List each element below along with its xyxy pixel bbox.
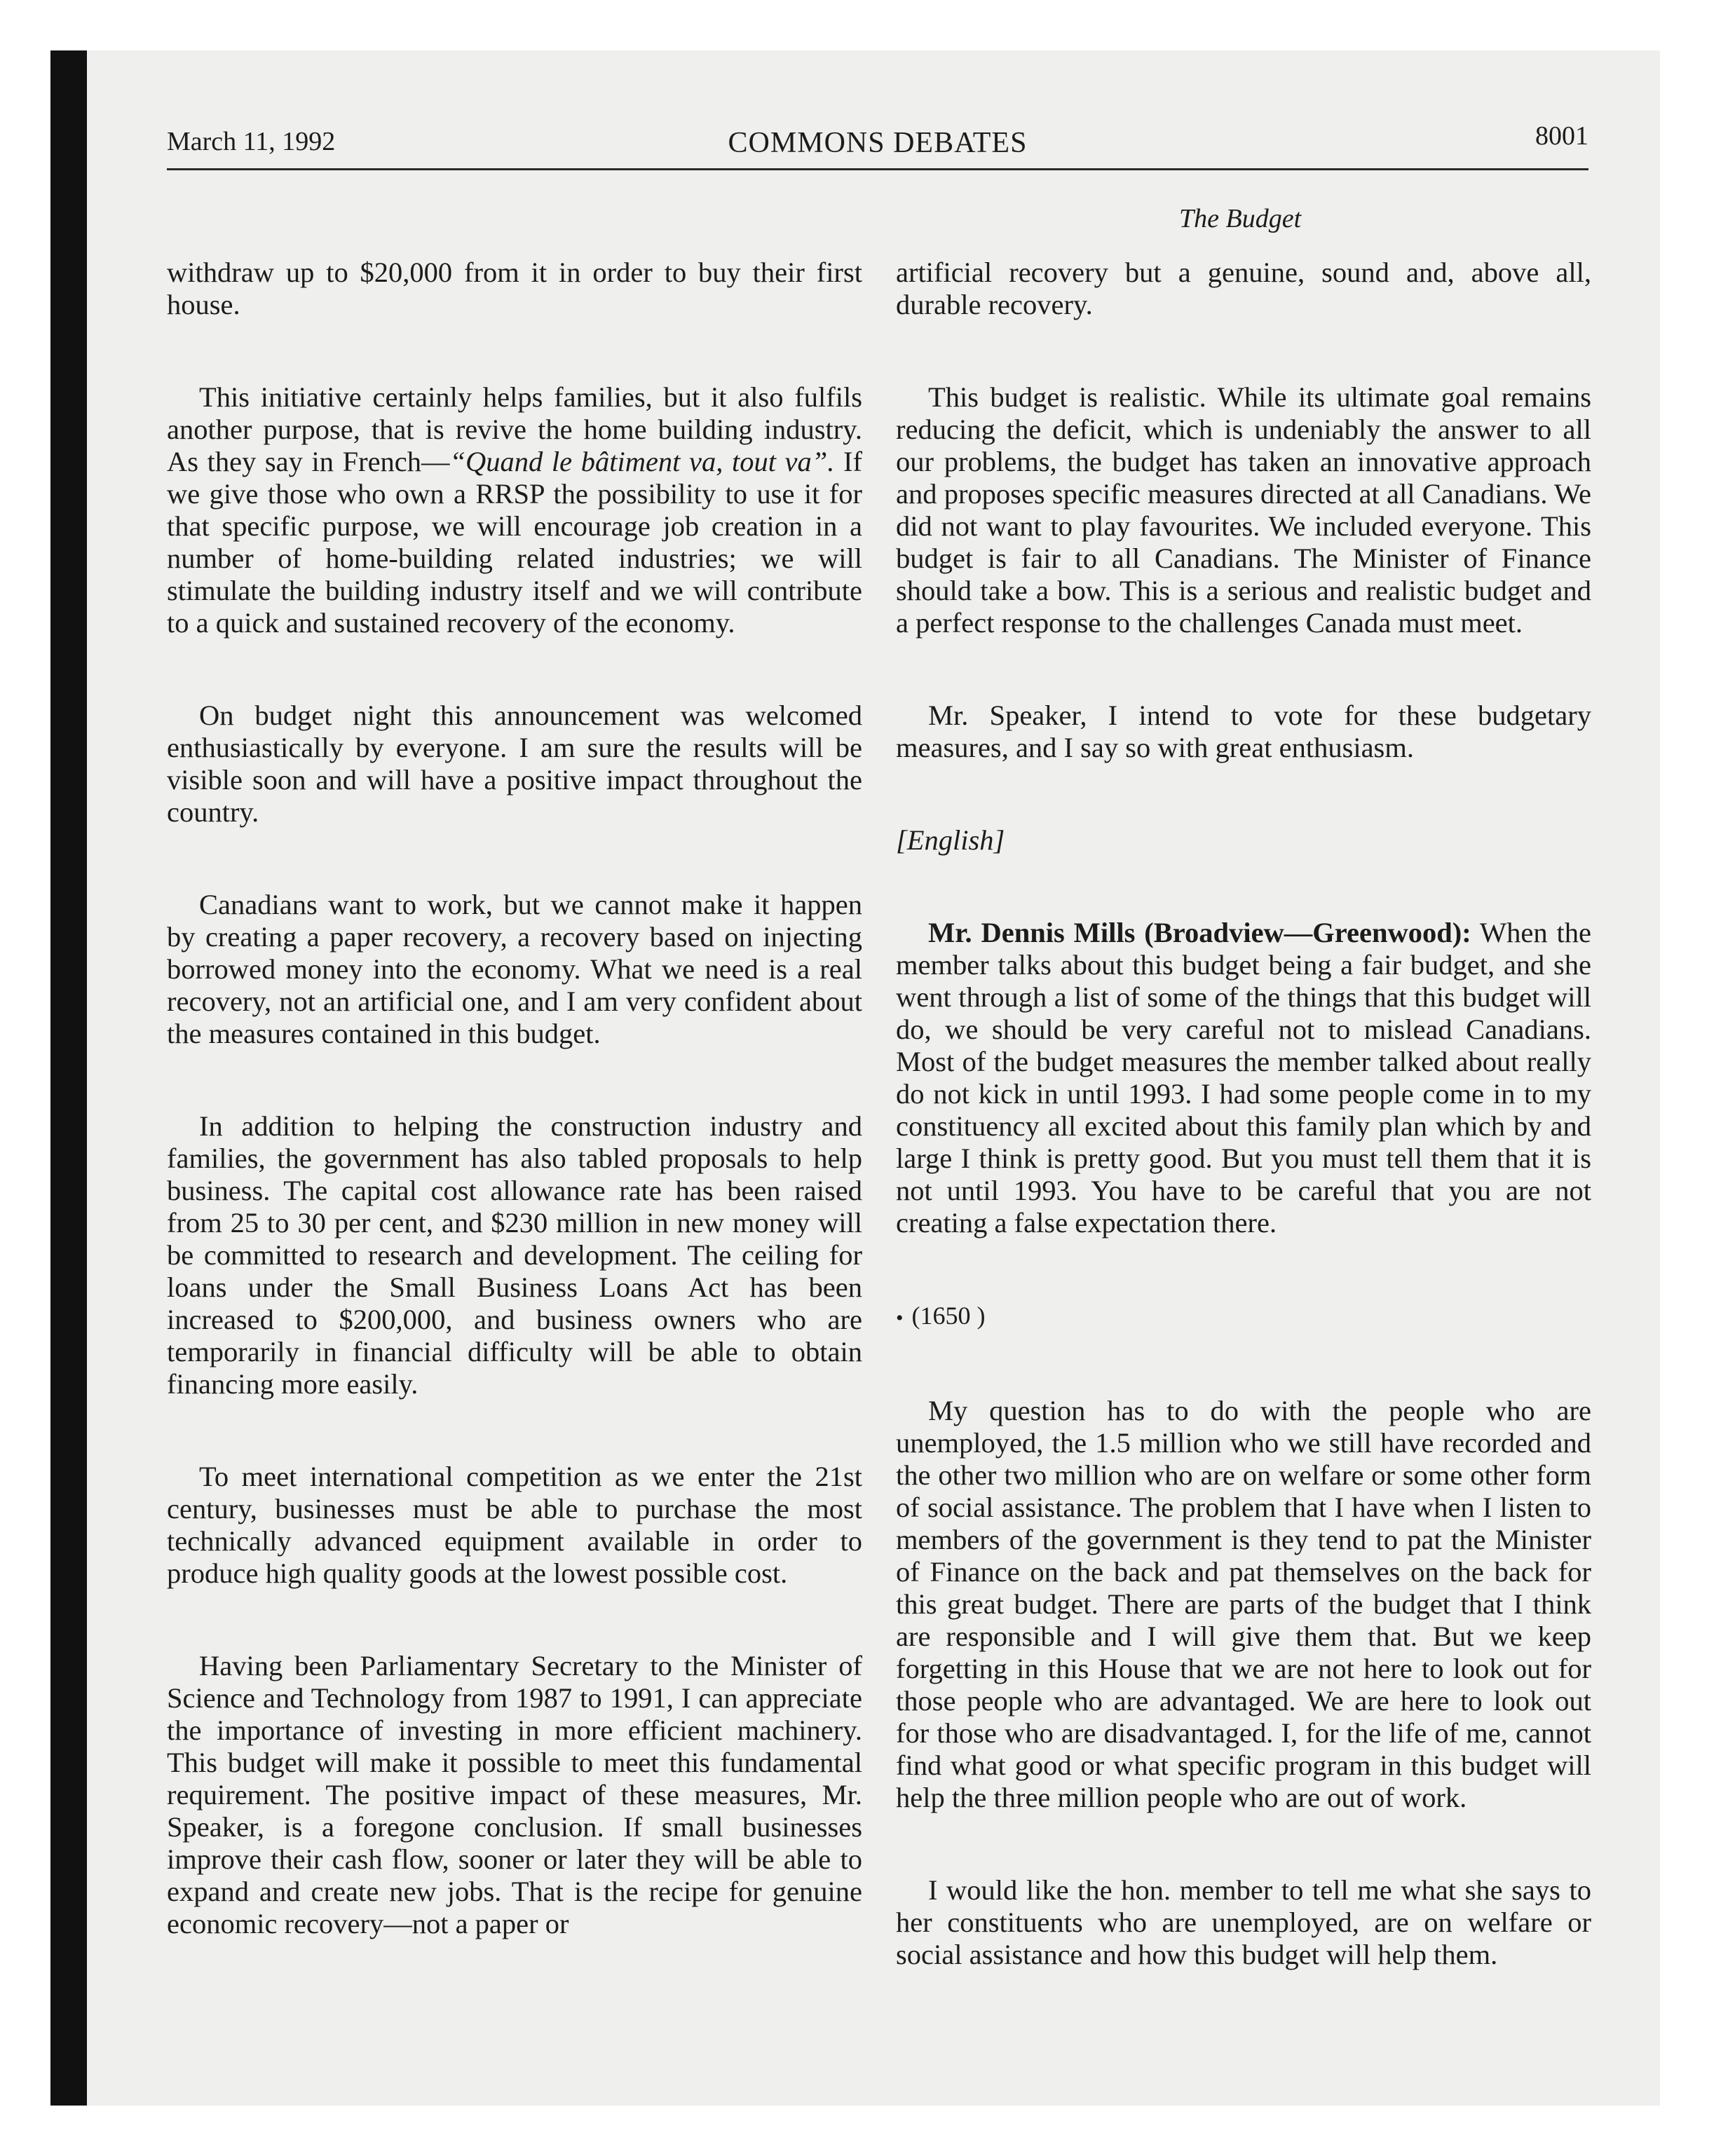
paragraph: Mr. Speaker, I intend to vote for these budgetary measures, and I say so with great enthusiasm. [896,700,1591,763]
paragraph: I would like the hon. member to tell me what she says to her constituents who are unemployed, are on welfare or social assistance and how this budget will help them. [896,1874,1591,1970]
paragraph: On budget night this announcement was welcomed enthusiastically by everyone. I am sure the results will be visible soon and will have a positive impact throughout the country. [167,700,862,828]
time-stamp [896,1299,1591,1335]
bullet-icon: • [896,1306,904,1330]
binding-shadow [50,50,87,2106]
paragraph: In addition to helping the construction industry and families, the government has also tabled proposals to help business. The capital cost allowance rate has been raised from 25 to 30 per cent, and $230 million in new money will be committed to research and development. The ceiling for loans under the Small Business Loans Act has been increased to $200,000, and business owners who are temporarily in financial difficulty will be able to obtain financing more easily. [167,1110,862,1400]
right-column [896,257,1591,2031]
paragraph: To meet international competition as we enter the 21st century, businesses must be able to purchase the most technically advanced equipment available in order to produce high quality goods at the lowest possible cost. [167,1461,862,1589]
paragraph-text: If we give those who own a RRSP the possibility to use it for that specific purpose, we will encourage job creation in a number of home-building related industries; we will stimulate the building industry itself and we will contribute to a quick and sustained recovery of the economy. [167,446,862,639]
paragraph [167,381,862,639]
paragraph: Having been Parliamentary Secretary to the Minister of Science and Technology from 1987 to 1991, I can appreciate the importance of investing in more efficient machinery. This budget will make it possible to meet this fundamental requirement. The positive impact of these measures, Mr. Speaker, is a foregone conclusion. If small businesses improve their cash flow, sooner or later they will be able to expand and create new jobs. That is the recipe for genuine economic recovery—not a paper or [167,1650,862,1939]
page-number: 8001 [1535,121,1588,151]
paragraph: Canadians want to work, but we cannot make it happen by creating a paper recovery, a recovery based on injecting borrowed money into the economy. What we need is a real recovery, not an artificial one, and I am very confident about the measures contained in this budget. [167,889,862,1049]
language-tag: [English] [896,824,1005,856]
header-title: COMMONS DEBATES [728,127,1028,159]
paragraph [896,917,1591,1239]
time-stamp-text: (1650 ) [911,1302,986,1330]
paragraph: My question has to do with the people who are unemployed, the 1.5 million who we still have recorded and the other two million who are on welfare or some other form of social assistance. The problem that I have when I listen to members of the government is they tend to pat the Minister of Finance on the back and pat themselves on the back for this great budget. There are parts of the budget that I think are responsible and I will give them that. But we keep forgetting in this House that we are not here to look out for those people who are advantaged. We are here to look out for those who are disadvantaged. I, for the life of me, cannot find what good or what specific program in this budget will help the three million people who are out of work. [896,1394,1591,1813]
paragraph: This budget is realistic. While its ultimate goal remains reducing the deficit, which is undeniably the answer to all our problems, the budget has taken an innovative approach and proposes specific measures directed at all Canadians. We did not want to play favourites. We included everyone. This budget is fair to all Canadians. The Minister of Finance should take a bow. This is a serious and realistic budget and a perfect response to the challenges Canada must meet. [896,381,1591,639]
left-column [167,257,862,2000]
section-title: The Budget [1179,204,1302,233]
paragraph: withdraw up to $20,000 from it in order to buy their first house. [167,257,862,320]
paragraph: artificial recovery but a genuine, sound and, above all, durable recovery. [896,257,1591,320]
paragraph-text: This initiative certainly helps families, but it also fulfils another purpose, that is revive the home building industry. As they say in French— [167,381,862,477]
french-quote: “Quand le bâtiment va, tout va”. [449,446,835,477]
paragraph-text: When the member talks about this budget being a fair budget, and she went through a list of some of the things that this budget will do, we should be very careful not to mislead Canadians. Most of the budget measures the member talked about really do not kick in until 1993. I had some people come in to my constituency all excited about this family plan which by and large I think is pretty good. But you must tell them that it is not until 1993. You have to be careful that you are not creating a false expectation there. [896,917,1591,1239]
page-header [167,121,1588,170]
header-date: March 11, 1992 [167,127,336,156]
speaker-name: Mr. Dennis Mills (Broadview—Greenwood): [928,917,1471,948]
